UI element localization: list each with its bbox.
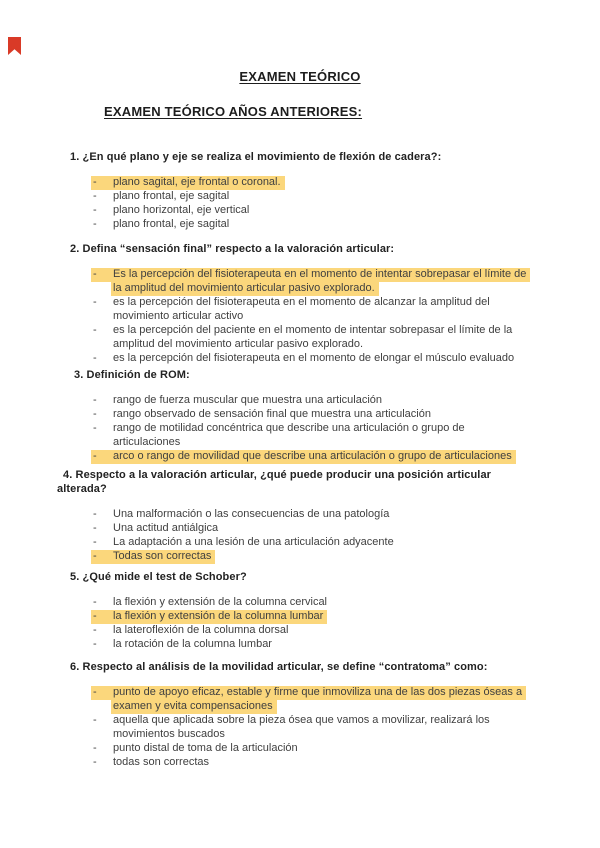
answer-list — [0, 595, 600, 651]
question-block — [0, 660, 600, 769]
dash-bullet: - — [93, 324, 97, 336]
dash-bullet: - — [93, 610, 97, 622]
answer-line — [91, 727, 600, 741]
answer-line — [91, 175, 600, 189]
answer-line — [91, 685, 600, 699]
dash-bullet: - — [93, 522, 97, 534]
answer-line — [91, 713, 600, 727]
answer-line — [91, 535, 600, 549]
answer-text: - es la percepción del fisioterapeuta en el momento de elongar el músculo evaluado — [93, 352, 515, 364]
answer-line — [91, 267, 600, 281]
highlighted-answer-text: - plano sagital, eje frontal o coronal. — [91, 176, 285, 190]
dash-bullet: - — [93, 742, 97, 754]
question-block — [0, 570, 600, 651]
answer-line — [91, 549, 600, 563]
highlighted-answer-text: examen y evita compensaciones — [111, 700, 277, 714]
answer-text: - La adaptación a una lesión de una articulación adyacente — [93, 536, 394, 548]
answer-text: - punto distal de toma de la articulación — [93, 742, 298, 754]
answer-line — [91, 421, 600, 435]
dash-bullet: - — [93, 176, 97, 188]
question-heading — [0, 150, 600, 164]
document-title: EXAMEN TEÓRICO — [239, 69, 361, 84]
answer-line — [91, 281, 600, 295]
answer-line — [91, 521, 600, 535]
answer-text: articulaciones — [113, 436, 181, 448]
question-block — [0, 150, 600, 231]
highlighted-answer-text: la amplitud del movimiento articular pasivo explorado. — [111, 282, 379, 296]
dash-bullet: - — [93, 624, 97, 636]
answer-text: - plano frontal, eje sagital — [93, 218, 230, 230]
answer-text: movimientos buscados — [113, 728, 225, 740]
answer-text: - plano frontal, eje sagital — [93, 190, 230, 202]
answer-text: - la rotación de la columna lumbar — [93, 638, 272, 650]
answer-line — [91, 295, 600, 309]
question-heading-line: alterada? — [57, 483, 107, 495]
question-block — [0, 468, 600, 563]
dash-bullet: - — [93, 508, 97, 520]
answer-line — [91, 337, 600, 351]
question-heading-line: 4. Respecto a la valoración articular, ¿qué puede producir una posición articular — [63, 469, 492, 481]
dash-bullet: - — [93, 422, 97, 434]
highlighted-answer-text: - arco o rango de movilidad que describe una articulación o grupo de articulaciones — [91, 450, 516, 464]
dash-bullet: - — [93, 394, 97, 406]
answer-line — [91, 189, 600, 203]
question-block — [0, 368, 600, 463]
answer-text: - la lateroflexión de la columna dorsal — [93, 624, 289, 636]
dash-bullet: - — [93, 352, 97, 364]
answer-line — [91, 407, 600, 421]
dash-bullet: - — [93, 190, 97, 202]
highlighted-answer-text: - Todas son correctas — [91, 550, 215, 564]
document-subtitle: EXAMEN TEÓRICO AÑOS ANTERIORES: — [104, 104, 363, 119]
answer-text: movimiento articular activo — [113, 310, 244, 322]
answer-text: - Una malformación o las consecuencias de una patología — [93, 508, 390, 520]
highlighted-answer-text: - Es la percepción del fisioterapeuta en el momento de intentar sobrepasar el límite de — [91, 268, 530, 282]
answer-text: - Una actitud antiálgica — [93, 522, 219, 534]
answer-line — [91, 609, 600, 623]
question-heading-line: 2. Defina “sensación final” respecto a la valoración articular: — [70, 243, 395, 255]
answer-list — [0, 507, 600, 563]
dash-bullet: - — [93, 638, 97, 650]
question-block — [0, 242, 600, 365]
question-heading — [0, 242, 600, 256]
dash-bullet: - — [93, 204, 97, 216]
dash-bullet: - — [93, 218, 97, 230]
question-heading — [0, 368, 600, 382]
answer-text: - aquella que aplicada sobre la pieza ósea que vamos a movilizar, realizará los — [93, 714, 490, 726]
answer-line — [91, 595, 600, 609]
answer-line — [91, 623, 600, 637]
answer-line — [91, 741, 600, 755]
question-heading-line: 3. Definición de ROM: — [74, 369, 190, 381]
answer-line — [91, 393, 600, 407]
answer-line — [91, 507, 600, 521]
answer-line — [91, 217, 600, 231]
question-heading — [0, 468, 600, 496]
dash-bullet: - — [93, 686, 97, 698]
answer-line — [91, 351, 600, 365]
answer-line — [91, 203, 600, 217]
question-heading-line: 6. Respecto al análisis de la movilidad articular, se define “contratoma” como: — [70, 661, 488, 673]
highlighted-answer-text: - la flexión y extensión de la columna lumbar — [91, 610, 327, 624]
dash-bullet: - — [93, 536, 97, 548]
answer-text: - todas son correctas — [93, 756, 209, 768]
question-heading — [0, 660, 600, 674]
answer-text: - rango de fuerza muscular que muestra una articulación — [93, 394, 383, 406]
answer-list — [0, 393, 600, 463]
answer-line — [91, 699, 600, 713]
dash-bullet: - — [93, 268, 97, 280]
answer-line — [91, 323, 600, 337]
answer-text: - rango observado de sensación final que muestra una articulación — [93, 408, 431, 420]
answer-text: - la flexión y extensión de la columna cervical — [93, 596, 328, 608]
answer-line — [91, 435, 600, 449]
answer-line — [91, 755, 600, 769]
dash-bullet: - — [93, 596, 97, 608]
answer-text: - rango de motilidad concéntrica que describe una articulación o grupo de — [93, 422, 465, 434]
dash-bullet: - — [93, 450, 97, 462]
bookmark-ribbon-icon — [8, 37, 21, 55]
answer-list — [0, 175, 600, 231]
answer-text: amplitud del movimiento articular pasivo explorado. — [113, 338, 364, 350]
question-heading — [0, 570, 600, 584]
answer-line — [91, 449, 600, 463]
answer-text: - es la percepción del paciente en el momento de intentar sobrepasar el límite de la — [93, 324, 513, 336]
dash-bullet: - — [93, 714, 97, 726]
dash-bullet: - — [93, 550, 97, 562]
dash-bullet: - — [93, 408, 97, 420]
answer-list — [0, 685, 600, 769]
answer-text: - plano horizontal, eje vertical — [93, 204, 250, 216]
answer-text: - es la percepción del fisioterapeuta en el momento de alcanzar la amplitud del — [93, 296, 490, 308]
answer-line — [91, 309, 600, 323]
dash-bullet: - — [93, 296, 97, 308]
question-heading-line: 1. ¿En qué plano y eje se realiza el movimiento de flexión de cadera?: — [70, 151, 442, 163]
answer-list — [0, 267, 600, 365]
question-heading-line: 5. ¿Qué mide el test de Schober? — [70, 571, 247, 583]
dash-bullet: - — [93, 756, 97, 768]
highlighted-answer-text: - punto de apoyo eficaz, estable y firme que inmoviliza una de las dos piezas óseas a — [91, 686, 526, 700]
answer-line — [91, 637, 600, 651]
